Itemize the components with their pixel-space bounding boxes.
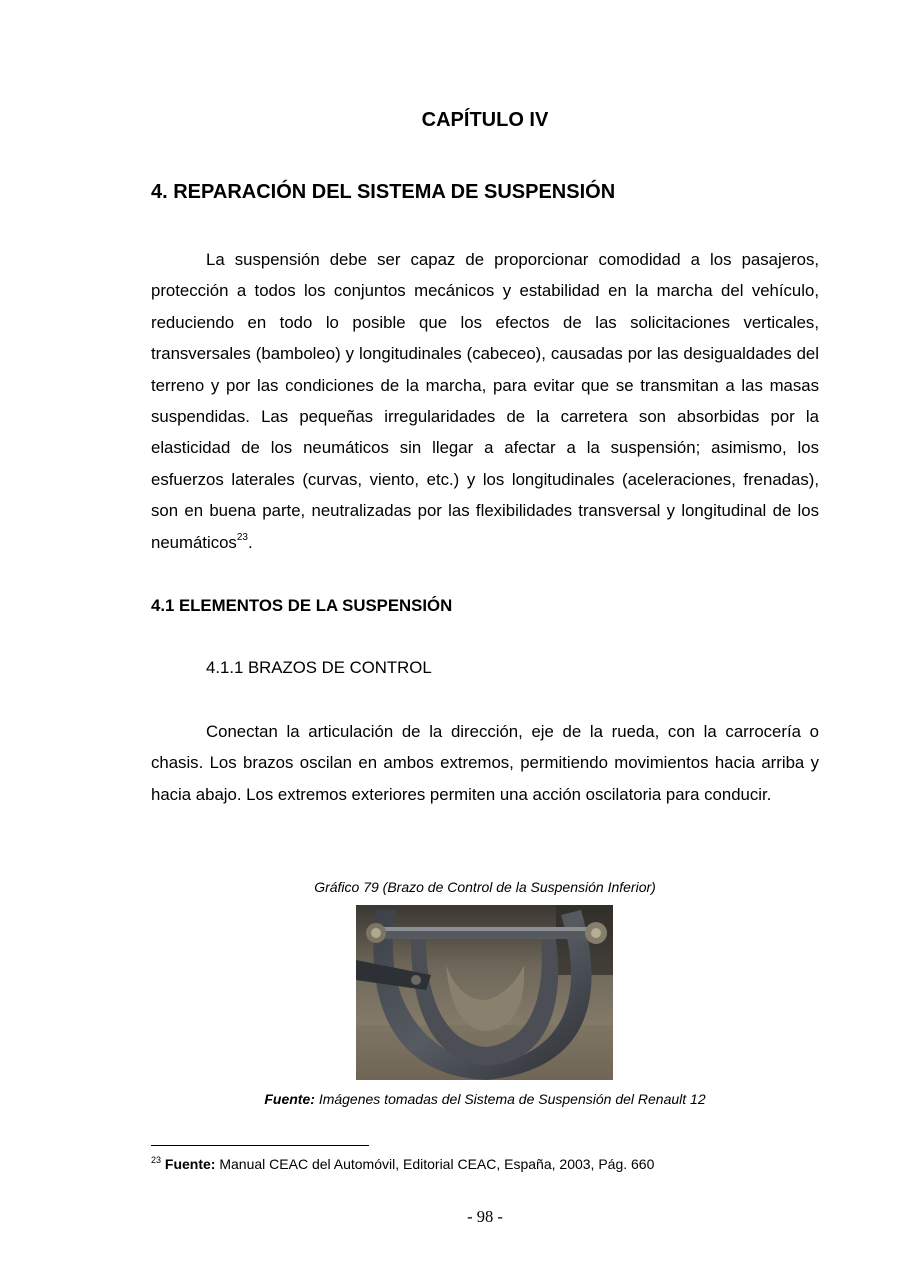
- figure-source-label: Fuente:: [264, 1091, 315, 1107]
- paragraph-control-arms: Conectan la articulación de la dirección, eje de la rueda, con la carrocería o chasis. Los brazos oscilan en ambos extremos, permitiendo movimientos hacia arriba y hacia abajo. Los extremos exteriores permiten una acción oscilatoria para conducir.: [151, 722, 819, 804]
- figure-caption: Gráfico 79 (Brazo de Control de la Suspensión Inferior): [314, 879, 656, 895]
- chapter-title: CAPÍTULO IV: [421, 109, 549, 131]
- subsubsection-title: 4.1.1 BRAZOS DE CONTROL: [206, 658, 432, 677]
- section-title: 4. REPARACIÓN DEL SISTEMA DE SUSPENSIÓN: [151, 181, 616, 203]
- footnote-reference[interactable]: 23: [236, 531, 248, 543]
- footnote-divider: [151, 1145, 369, 1146]
- footnote: [151, 1155, 654, 1172]
- footnote-label: Fuente:: [164, 1156, 216, 1172]
- subsection-title: 4.1 ELEMENTOS DE LA SUSPENSIÓN: [151, 596, 453, 615]
- control-arm-photo: [356, 905, 613, 1080]
- paragraph-suspension-intro: [151, 244, 819, 558]
- figure-source: [0, 1091, 905, 1107]
- footnote-text: Manual CEAC del Automóvil, Editorial CEAC, España, 2003, Pág. 660: [219, 1156, 655, 1172]
- control-arm-photo-illustration: [356, 905, 613, 1080]
- page-number: - 98 -: [467, 1207, 503, 1226]
- figure-source-text: Imágenes tomadas del Sistema de Suspensión del Renault 12: [318, 1091, 706, 1107]
- paragraph-text: La suspensión debe ser capaz de proporcionar comodidad a los pasajeros, protección a todos los conjuntos mecánicos y estabilidad en la marcha del vehículo, reduciendo en todo lo posible que los efectos de las solicitaciones verticales, transversales (bamboleo) y longitudinales (cabeceo), causadas por las desigualdades del terreno y por las condiciones de la marcha, para evitar que se transmitan a las masas suspendidas. Las pequeñas irregularidades de la carretera son absorbidas por la elasticidad de los neumáticos sin llegar a afectar a la suspensión; asimismo, los esfuerzos laterales (curvas, viento, etc.) y los longitudinales (aceleraciones, frenadas), son en buena parte, neutralizadas por las flexibilidades transversal y longitudinal de los neumáticos: [151, 250, 819, 552]
- paragraph-end: .: [247, 532, 253, 552]
- footnote-number: 23: [151, 1155, 162, 1165]
